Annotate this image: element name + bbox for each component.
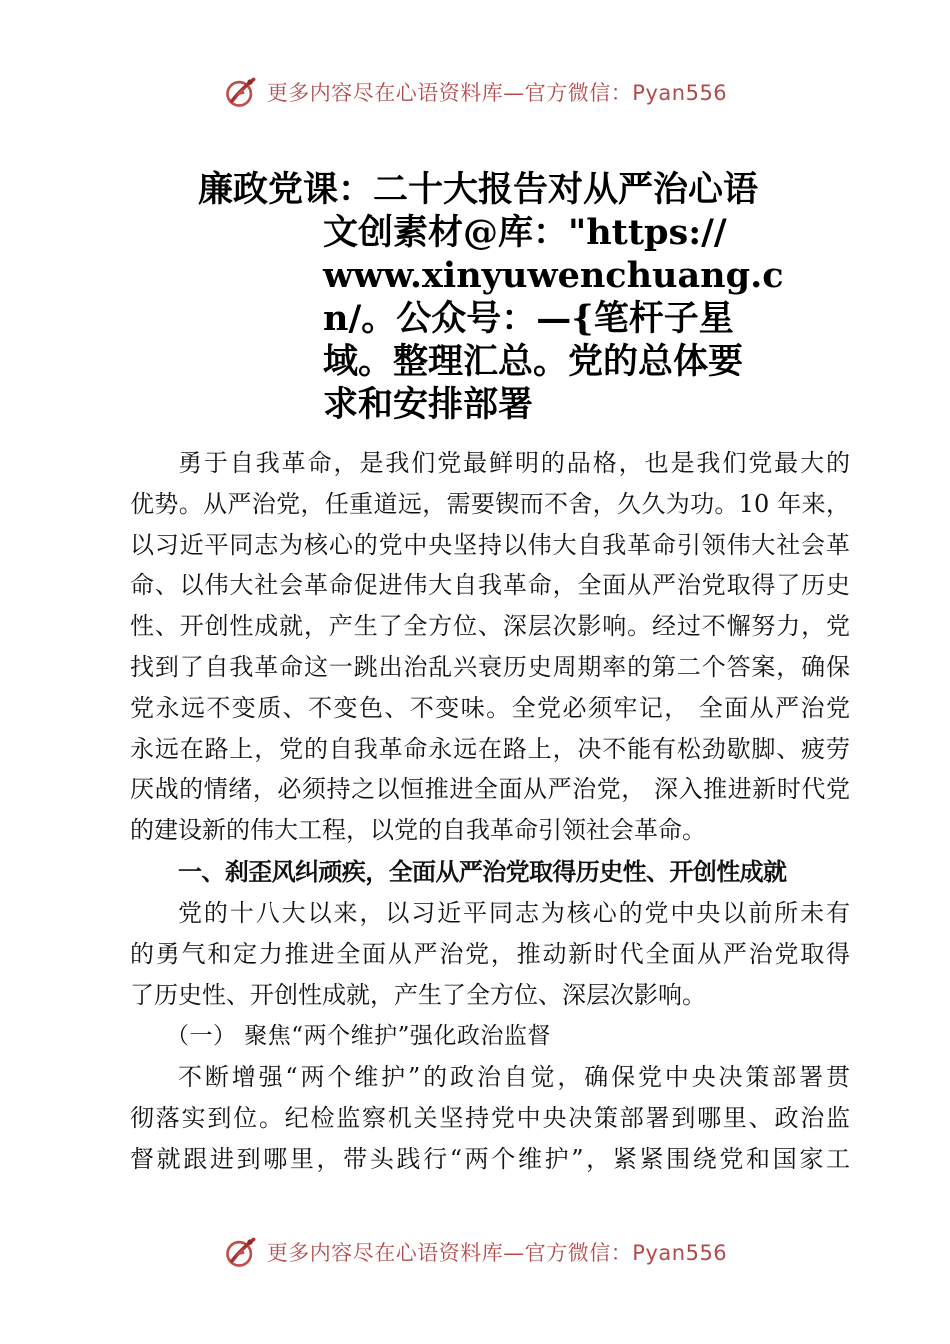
section-heading: 一、刹歪风纠顽疾，全面从严治党取得历史性、开创性成就 [178, 857, 787, 886]
text-line: 优势。从严治党，任重道远，需要锲而不舍，久久为功。10 年来， [130, 489, 850, 518]
title-line: n/。公众号：—{笔杆子星 [323, 298, 734, 339]
title-line: 域。整理汇总。党的总体要 [323, 341, 744, 382]
text-line: 彻落实到位。纪检监察机关坚持党中央决策部署到哪里、政治监 [130, 1104, 850, 1133]
banner-text: 更多内容尽在心语资料库—官方微信：Pyan556 [266, 81, 728, 105]
text-line: 勇于自我革命，是我们党最鲜明的品格，也是我们党最大的 [178, 449, 850, 477]
title-line: 求和安排部署 [323, 384, 534, 425]
text-line: 党永远不变质、不变色、不变味。全党必须牢记， 全面从严治党 [130, 693, 850, 722]
header-banner [0, 70, 950, 114]
page-title [198, 168, 784, 426]
text-line: 命、以伟大社会革命促进伟大自我革命，全面从严治党取得了历史 [130, 571, 850, 600]
paragraph-subsection-one [130, 1057, 850, 1179]
text-line: 厌战的情绪，必须持之以恒推进全面从严治党， 深入推进新时代党 [130, 775, 850, 804]
text-line: 永远在路上，党的自我革命永远在路上，决不能有松劲歇脚、疲劳 [130, 734, 850, 763]
text-line: 党的十八大以来，以习近平同志为核心的党中央以前所未有 [178, 898, 850, 927]
title-line: 文创素材@库："https:// [323, 212, 727, 253]
text-line: 的勇气和定力推进全面从严治党，推动新时代全面从严治党取得 [130, 939, 850, 968]
text-line: 的建设新的伟大工程，以党的自我革命引领社会革命。 [130, 816, 706, 845]
footer-banner [0, 1230, 950, 1274]
title-line: www.xinyuwenchuang.c [323, 255, 784, 296]
title-line: 廉政党课：二十大报告对从严治心语 [198, 169, 759, 210]
text-line: 了历史性、开创性成就，产生了全方位、深层次影响。 [130, 980, 706, 1009]
paragraph-section-one [130, 893, 850, 1015]
text-line: 督就跟进到哪里，带头践行“两个维护”，紧紧围绕党和国家工 [130, 1144, 850, 1173]
brush-logo-icon [223, 74, 259, 110]
paragraph-intro [130, 443, 850, 851]
document-body [130, 443, 850, 1180]
text-line: 以习近平同志为核心的党中央坚持以伟大自我革命引领伟大社会革 [130, 530, 850, 559]
brush-logo-icon [223, 1234, 259, 1270]
banner-text: 更多内容尽在心语资料库—官方微信：Pyan556 [266, 1241, 728, 1265]
text-line: 性、开创性成就，产生了全方位、深层次影响。经过不懈努力，党 [130, 612, 850, 641]
text-line: 不断增强“两个维护”的政治自觉，确保党中央决策部署贯 [178, 1063, 850, 1092]
text-line: 找到了自我革命这一跳出治乱兴衰历史周期率的第二个答案，确保 [130, 652, 850, 681]
subsection-heading: （一） 聚焦“两个维护”强化政治监督 [166, 1023, 551, 1050]
